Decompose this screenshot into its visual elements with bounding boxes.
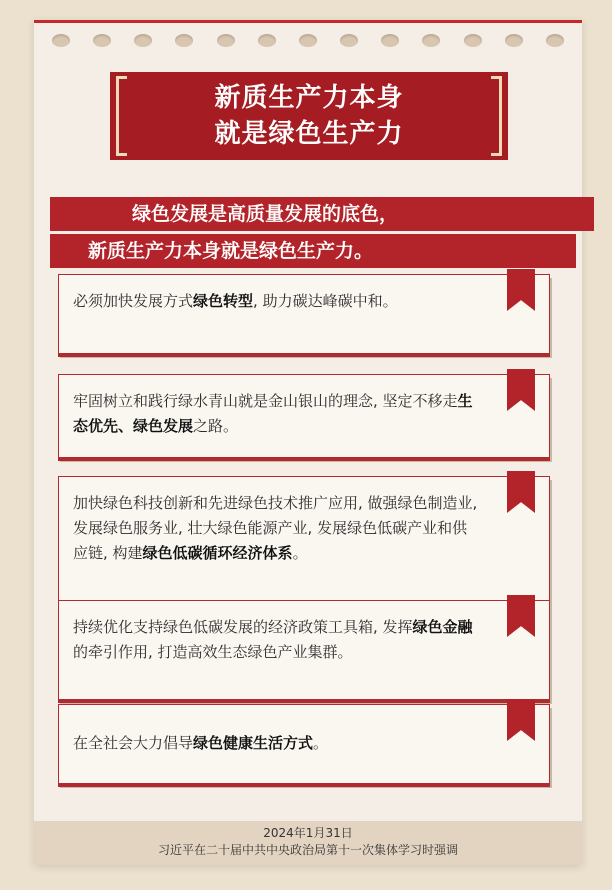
- body-text: 持续优化支持绿色低碳发展的经济政策工具箱, 发挥: [73, 618, 413, 636]
- bracket-left-decoration: [116, 76, 127, 156]
- point-card-text: [59, 601, 549, 665]
- point-card-2: [58, 374, 550, 458]
- binding-hole: [464, 34, 482, 47]
- body-text: 的牵引作用, 打造高效生态绿色产业集群。: [73, 643, 353, 661]
- highlight-text: 绿色转型: [193, 292, 254, 310]
- point-card-text: [59, 375, 549, 439]
- binding-hole: [93, 34, 111, 47]
- binding-hole: [217, 34, 235, 47]
- body-text: 加快绿色科技创新和先进绿色技术推广应用, 做强绿色制造业, 发展绿色服务业, 壮大绿色能源产业, 发展绿色低碳产业和供应链, 构建: [73, 494, 478, 562]
- body-text: 。: [313, 734, 329, 752]
- poster-paper: [34, 20, 582, 865]
- binding-hole: [258, 34, 276, 47]
- binding-hole: [52, 34, 70, 47]
- point-card-5: [58, 704, 550, 784]
- highlight-text: 绿色低碳循环经济体系: [142, 544, 293, 562]
- binding-holes: [52, 34, 564, 47]
- title-line-1: 新质生产力本身: [214, 83, 404, 113]
- point-card-4: [58, 600, 550, 700]
- title-line-2: 就是绿色生产力: [214, 119, 404, 149]
- banner-line-2: 新质生产力本身就是绿色生产力。: [50, 234, 576, 268]
- footer-date: 2024年1月31日: [263, 826, 353, 840]
- binding-hole: [422, 34, 440, 47]
- point-card-text: [59, 477, 549, 566]
- body-text: 在全社会大力倡导: [73, 734, 194, 752]
- body-text: 之路。: [193, 417, 239, 435]
- page-title: [110, 72, 508, 160]
- binding-hole: [546, 34, 564, 47]
- point-card-text: [59, 275, 549, 314]
- banner-line-1: 绿色发展是高质量发展的底色，: [50, 197, 594, 231]
- source-footer: [34, 821, 582, 865]
- binding-hole: [381, 34, 399, 47]
- body-text: 牢固树立和践行绿水青山就是金山银山的理念, 坚定不移走: [73, 392, 458, 410]
- highlight-text: 绿色健康生活方式: [193, 734, 314, 752]
- binding-hole: [505, 34, 523, 47]
- binding-hole: [340, 34, 358, 47]
- body-text: , 助力碳达峰碳中和。: [253, 292, 398, 310]
- footer-source: 习近平在二十届中共中央政治局第十一次集体学习时强调: [157, 843, 458, 857]
- binding-hole: [175, 34, 193, 47]
- point-card-3: [58, 476, 550, 602]
- bracket-right-decoration: [491, 76, 502, 156]
- point-card-1: [58, 274, 550, 354]
- point-card-text: [59, 705, 549, 756]
- highlight-text: 生态优先、绿色发展: [73, 392, 473, 435]
- binding-hole: [134, 34, 152, 47]
- binding-hole: [299, 34, 317, 47]
- body-text: 必须加快发展方式: [73, 292, 194, 310]
- body-text: 。: [292, 544, 308, 562]
- highlight-text: 绿色金融: [412, 618, 473, 636]
